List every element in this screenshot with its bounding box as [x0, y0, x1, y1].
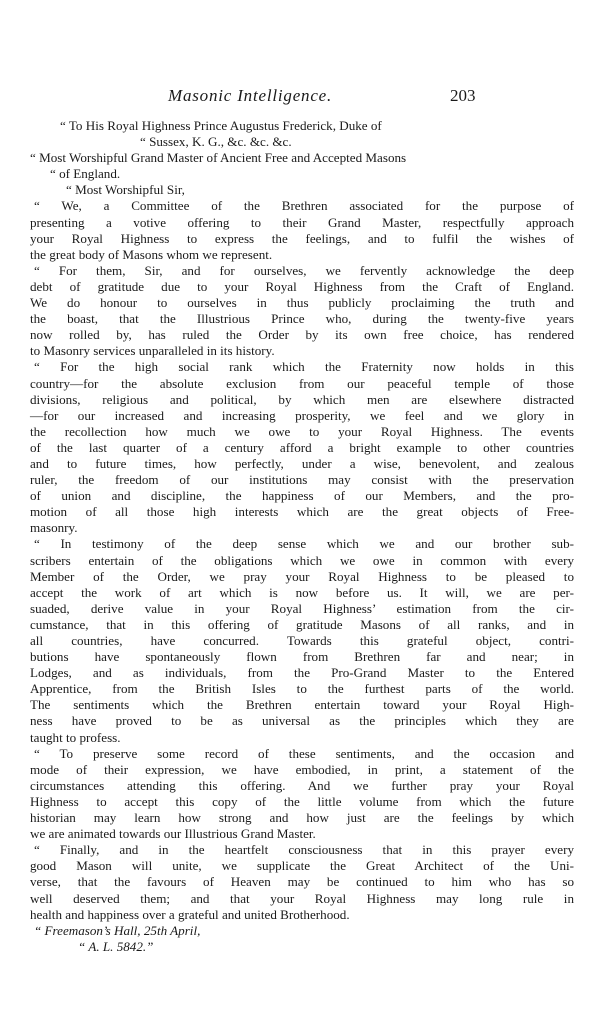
text-line: all countries, have concurred. Towards this grateful object, contri- [30, 633, 574, 648]
text-line: good Mason will unite, we supplicate the Great Architect of the Uni- [30, 858, 574, 874]
text-line: country—for the absolute exclusion from our peaceful temple of those [30, 375, 574, 391]
text-line: the great body of Masons whom we represent. [30, 246, 273, 262]
text-line: We do honour to ourselves in thus publicly proclaiming the truth and [30, 295, 574, 311]
text-line: taught to profess. [30, 729, 121, 745]
text-line: of the last quarter of a century afford a bright example to other countries [30, 439, 574, 455]
page-number: 203 [450, 86, 476, 105]
text-line: The sentiments which the Brethren entertain toward your Royal High- [30, 697, 574, 713]
text-line: accept the work of art which is now before us. It will, we are per- [30, 584, 574, 600]
address-line: “ of England. [50, 166, 121, 182]
text-line: divisions, religious and political, by which men are elsewhere distracted [30, 391, 574, 407]
text-line: the boast, that the Illustrious Prince who, during the twenty-five years [30, 311, 574, 327]
text-line: “ We, a Committee of the Brethren associated for the purpose of [34, 198, 574, 214]
running-title: Masonic Intelligence. [168, 86, 333, 105]
signoff-place: “ Freemason’s Hall, 25th April, [34, 922, 201, 938]
text-line: presenting a votive offering to their Grand Master, respectfully approach [30, 214, 574, 230]
text-line: well deserved them; and that your Royal Highness may long rule in [30, 890, 574, 906]
text-line: to Masonry services unparalleled in its history. [30, 343, 275, 359]
text-line: scribers entertain of the obligations which we owe in common with every [30, 552, 574, 568]
text-line: health and happiness over a grateful and united Brotherhood. [30, 906, 350, 922]
text-line: “ To preserve some record of these sentiments, and the occasion and [34, 745, 574, 761]
address-line: “ Most Worshipful Grand Master of Ancient Free and Accepted Masons [30, 150, 407, 166]
text-line: of union and discipline, the happiness of our Members, and the pro- [30, 488, 574, 504]
text-line: suaded, derive value in your Royal Highness’ estimation from the cir- [30, 600, 574, 616]
text-line: “ Finally, and in the heartfelt consciousness that in this prayer every [34, 842, 574, 858]
text-line: “ For the high social rank which the Fraternity now holds in this [34, 359, 574, 375]
text-line: butions have spontaneously flown from Brethren far and near; in [30, 649, 574, 665]
text-line: “ For them, Sir, and for ourselves, we fervently acknowledge the deep [34, 262, 574, 278]
text-line: Member of the Order, we pray your Royal Highness to be pleased to [30, 568, 574, 584]
text-line: and to future times, how perfectly, under a wise, benevolent, and zealous [30, 455, 574, 471]
text-line: ruler, the freedom of our institutions may consist with the preservation [30, 472, 574, 488]
text-line: Apprentice, from the British Isles to the furthest parts of the world. [30, 681, 574, 697]
text-line: we are animated towards our Illustrious Grand Master. [30, 826, 316, 842]
running-head [0, 86, 598, 106]
text-line: mode of their expression, we have embodied, in print, a statement of the [30, 761, 574, 777]
text-line: now rolled by, has ruled the Order by its own free choice, has rendered [30, 327, 574, 343]
text-line: circumstances attending this offering. And we further pray your Royal [30, 777, 574, 793]
text-line: historian may learn how strong and how just are the feelings by which [30, 810, 574, 826]
text-line: Lodges, and as individuals, from the Pro-Grand Master to the Entered [30, 665, 574, 681]
text-line: “ In testimony of the deep sense which we and our brother sub- [34, 536, 574, 552]
address-text [30, 118, 574, 955]
text-line: —for our increased and increasing prosperity, we feel and we glory in [30, 407, 574, 423]
text-line: your Royal Highness to express the feelings, and to fulfil the wishes of [30, 230, 574, 246]
signoff-date: “ A. L. 5842.” [78, 938, 154, 954]
text-line: ness have proved to be as universal as the principles which they are [30, 713, 574, 729]
text-line: debt of gratitude due to your Royal Highness from the Craft of England. [30, 278, 574, 294]
text-line: Highness to accept this copy of the little volume from which the future [30, 793, 574, 809]
text-line: the recollection how much we owe to your Royal Highness. The events [30, 423, 574, 439]
address-line: “ Sussex, K. G., &c. &c. &c. [140, 134, 292, 150]
text-line: motion of all those high interests which are the great objects of Free- [30, 504, 574, 520]
address-line: “ To His Royal Highness Prince Augustus Frederick, Duke of [60, 118, 382, 133]
text-line: masonry. [30, 520, 78, 536]
text-line: verse, that the favours of Heaven may be continued to him who has so [30, 874, 574, 890]
salutation: “ Most Worshipful Sir, [66, 182, 185, 198]
text-line: cumstance, that in this offering of gratitude Masons of all ranks, and in [30, 616, 574, 632]
